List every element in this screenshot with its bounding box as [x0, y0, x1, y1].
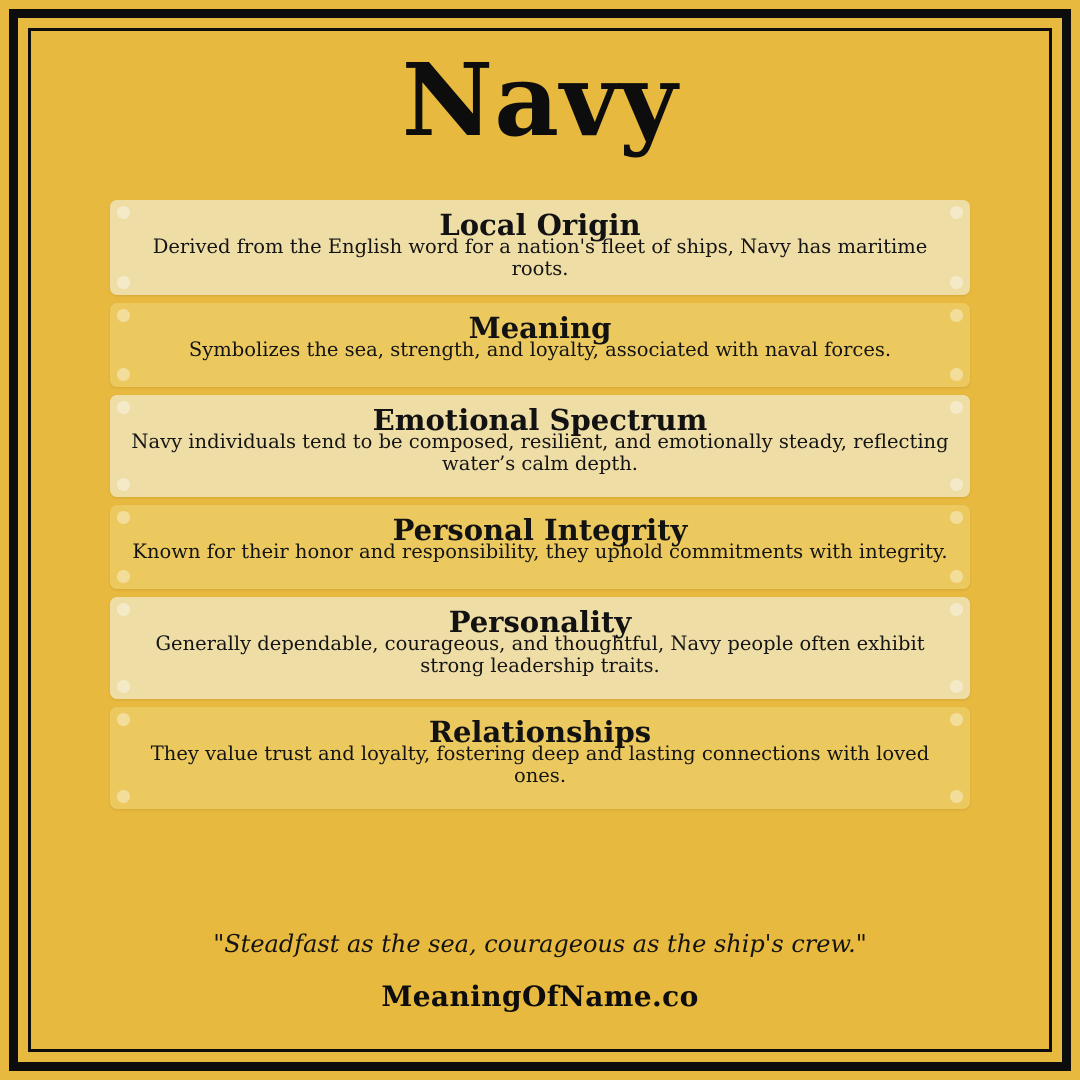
rivet-icon — [950, 401, 963, 414]
rivet-icon — [950, 713, 963, 726]
rivet-icon — [117, 570, 130, 583]
section-body: They value trust and loyalty, fostering deep and lasting connections with loved ones. — [150, 742, 930, 788]
rivet-icon — [950, 511, 963, 524]
rivet-icon — [117, 309, 130, 322]
section-card-emotional-spectrum — [110, 395, 970, 497]
rivet-icon — [117, 206, 130, 219]
section-heading: Relationships — [428, 715, 652, 749]
rivet-icon — [117, 368, 130, 381]
tagline: "Steadfast as the sea, courageous as the ship's crew." — [213, 930, 867, 958]
sections-list — [31, 200, 1049, 809]
rivet-icon — [117, 603, 130, 616]
rivet-icon — [950, 309, 963, 322]
rivet-icon — [117, 401, 130, 414]
section-body: Derived from the English word for a nation's fleet of ships, Navy has maritime roots. — [152, 235, 928, 281]
section-card-local-origin — [110, 200, 970, 295]
rivet-icon — [117, 680, 130, 693]
rivet-icon — [950, 206, 963, 219]
section-body: Generally dependable, courageous, and thoughtful, Navy people often exhibit strong leadership traits. — [155, 632, 925, 678]
rivet-icon — [950, 680, 963, 693]
poster-content — [31, 31, 1049, 1049]
rivet-icon — [950, 368, 963, 381]
rivet-icon — [117, 790, 130, 803]
rivet-icon — [117, 511, 130, 524]
poster-footer — [31, 930, 1049, 1013]
section-card-personality — [110, 597, 970, 699]
rivet-icon — [950, 603, 963, 616]
rivet-icon — [117, 276, 130, 289]
rivet-icon — [117, 713, 130, 726]
rivet-icon — [950, 570, 963, 583]
section-body: Navy individuals tend to be composed, resilient, and emotionally steady, reflecting water’s calm depth. — [131, 430, 949, 476]
section-card-personal-integrity — [110, 505, 970, 589]
brand-name: MeaningOfName.co — [381, 980, 699, 1013]
section-heading: Meaning — [468, 311, 612, 345]
section-heading: Personal Integrity — [392, 513, 688, 547]
section-card-relationships — [110, 707, 970, 809]
page-title: Navy — [401, 41, 679, 159]
section-heading: Local Origin — [439, 208, 641, 242]
rivet-icon — [950, 478, 963, 491]
rivet-icon — [950, 790, 963, 803]
section-heading: Personality — [448, 605, 632, 639]
section-card-meaning — [110, 303, 970, 387]
rivet-icon — [950, 276, 963, 289]
section-body: Known for their honor and responsibility, they uphold commitments with integrity. — [132, 540, 948, 564]
section-heading: Emotional Spectrum — [372, 403, 708, 437]
rivet-icon — [117, 478, 130, 491]
section-body: Symbolizes the sea, strength, and loyalty, associated with naval forces. — [188, 338, 892, 362]
